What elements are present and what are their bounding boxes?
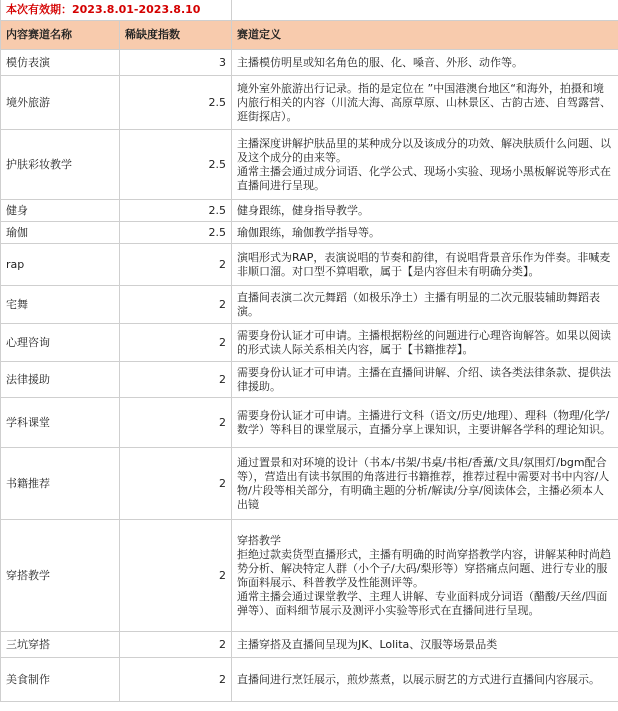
- definition-cell: 瑜伽跟练，瑜伽教学指导等。: [232, 222, 618, 244]
- track-name-cell: 法律援助: [1, 362, 120, 398]
- table-row: [1, 520, 618, 632]
- validity-label: 本次有效期：2023.8.01-2023.8.10: [1, 0, 232, 21]
- table-row: [1, 222, 618, 244]
- definition-cell: 演唱形式为RAP，表演说唱的节奏和韵律，有说唱背景音乐作为伴奏。非喊麦非顺口溜。对口型不算唱歌，属于【是内容但未有明确分类】。: [232, 244, 618, 286]
- scarcity-cell: 2: [120, 286, 232, 324]
- scarcity-cell: 2: [120, 632, 232, 658]
- definition-cell: 通过置景和对环境的设计（书本/书架/书桌/书柜/香薰/文具/氛围灯/bgm配合等），营造出有读书氛围的角落进行书籍推荐，推荐过程中需要对书中内容/人物/片段等相关部分，有明确主题的分析/解读/分享/阅读体会，主播必须本人出镜: [232, 448, 618, 520]
- table-row: [1, 200, 618, 222]
- definition-cell: 健身跟练，健身指导教学。: [232, 200, 618, 222]
- scarcity-cell: 2.5: [120, 76, 232, 130]
- scarcity-cell: 2: [120, 658, 232, 702]
- table-row: [1, 632, 618, 658]
- definition-cell: 穿搭教学 拒绝过款卖货型直播形式，主播有明确的时尚穿搭教学内容，讲解某种时尚趋势分析、解决特定人群（小个子/大码/梨形等）穿搭痛点问题、进行专业的服饰面料展示、科普教学及性能测评等。 通常主播会通过课堂教学、主理人讲解、专业面料成分词语（醋酸/天丝/四面弹等）、面料细节展示及测评小实验等形式在直播间进行呈现。: [232, 520, 618, 632]
- track-name-cell: 心理咨询: [1, 324, 120, 362]
- track-name-cell: 三坑穿搭: [1, 632, 120, 658]
- table-row: [1, 130, 618, 200]
- definition-cell: 直播间进行烹饪展示，煎炒蒸煮，以展示厨艺的方式进行直播间内容展示。: [232, 658, 618, 702]
- definition-cell: 直播间表演二次元舞蹈（如极乐净土）主播有明显的二次元服装辅助舞蹈表演。: [232, 286, 618, 324]
- track-name-cell: 穿搭教学: [1, 520, 120, 632]
- track-name-cell: 学科课堂: [1, 398, 120, 448]
- table-row: [1, 398, 618, 448]
- definition-cell: 主播模仿明星或知名角色的服、化、嗓音、外形、动作等。: [232, 50, 618, 76]
- scarcity-cell: 2: [120, 362, 232, 398]
- table-row: [1, 76, 618, 130]
- scarcity-cell: 2.5: [120, 200, 232, 222]
- table-row: [1, 658, 618, 702]
- track-name-cell: 瑜伽: [1, 222, 120, 244]
- table-row: [1, 448, 618, 520]
- track-name-cell: rap: [1, 244, 120, 286]
- table-row: [1, 286, 618, 324]
- track-name-cell: 境外旅游: [1, 76, 120, 130]
- table-row: [1, 324, 618, 362]
- header-definition: 赛道定义: [232, 21, 618, 50]
- scarcity-cell: 2: [120, 398, 232, 448]
- scarcity-cell: 2: [120, 520, 232, 632]
- scarcity-cell: 2: [120, 324, 232, 362]
- track-name-cell: 护肤彩妆教学: [1, 130, 120, 200]
- scarcity-cell: 2: [120, 448, 232, 520]
- definition-cell: 境外室外旅游出行记录。指的是定位在 ”中国港澳台地区“和海外，拍摄和境内旅行相关的内容（川流大海、高原草原、山林景区、古韵古迹、自驾露营、逛街探店）。: [232, 76, 618, 130]
- header-scarcity: 稀缺度指数: [120, 21, 232, 50]
- scarcity-cell: 3: [120, 50, 232, 76]
- scarcity-cell: 2: [120, 244, 232, 286]
- header-row: [1, 21, 618, 50]
- table-row: [1, 362, 618, 398]
- banner-blank: [232, 0, 618, 21]
- scarcity-cell: 2.5: [120, 222, 232, 244]
- definition-cell: 需要身份认证才可申请。主播进行文科（语文/历史/地理）、理科（物理/化学/数学）等科目的课堂展示，直播分享上课知识，主要讲解各学科的理论知识。: [232, 398, 618, 448]
- track-name-cell: 书籍推荐: [1, 448, 120, 520]
- definition-cell: 主播穿搭及直播间呈现为JK、Lolita、汉服等场景品类: [232, 632, 618, 658]
- track-name-cell: 宅舞: [1, 286, 120, 324]
- table-body: [1, 50, 618, 702]
- definition-cell: 需要身份认证才可申请。主播根据粉丝的问题进行心理咨询解答。如果以阅读的形式读人际关系相关内容，属于【书籍推荐】。: [232, 324, 618, 362]
- track-name-cell: 健身: [1, 200, 120, 222]
- header-name: 内容赛道名称: [1, 21, 120, 50]
- table-row: [1, 50, 618, 76]
- scarcity-cell: 2.5: [120, 130, 232, 200]
- track-name-cell: 模仿表演: [1, 50, 120, 76]
- table-row: [1, 244, 618, 286]
- banner-row: [1, 0, 618, 21]
- track-name-cell: 美食制作: [1, 658, 120, 702]
- definition-cell: 需要身份认证才可申请。主播在直播间讲解、介绍、读各类法律条款、提供法律援助。: [232, 362, 618, 398]
- definition-cell: 主播深度讲解护肤品里的某种成分以及该成分的功效、解决肤质什么问题、以及这个成分的由来等。 通常主播会通过成分词语、化学公式、现场小实验、现场小黑板解说等形式在直播间进行呈现。: [232, 130, 618, 200]
